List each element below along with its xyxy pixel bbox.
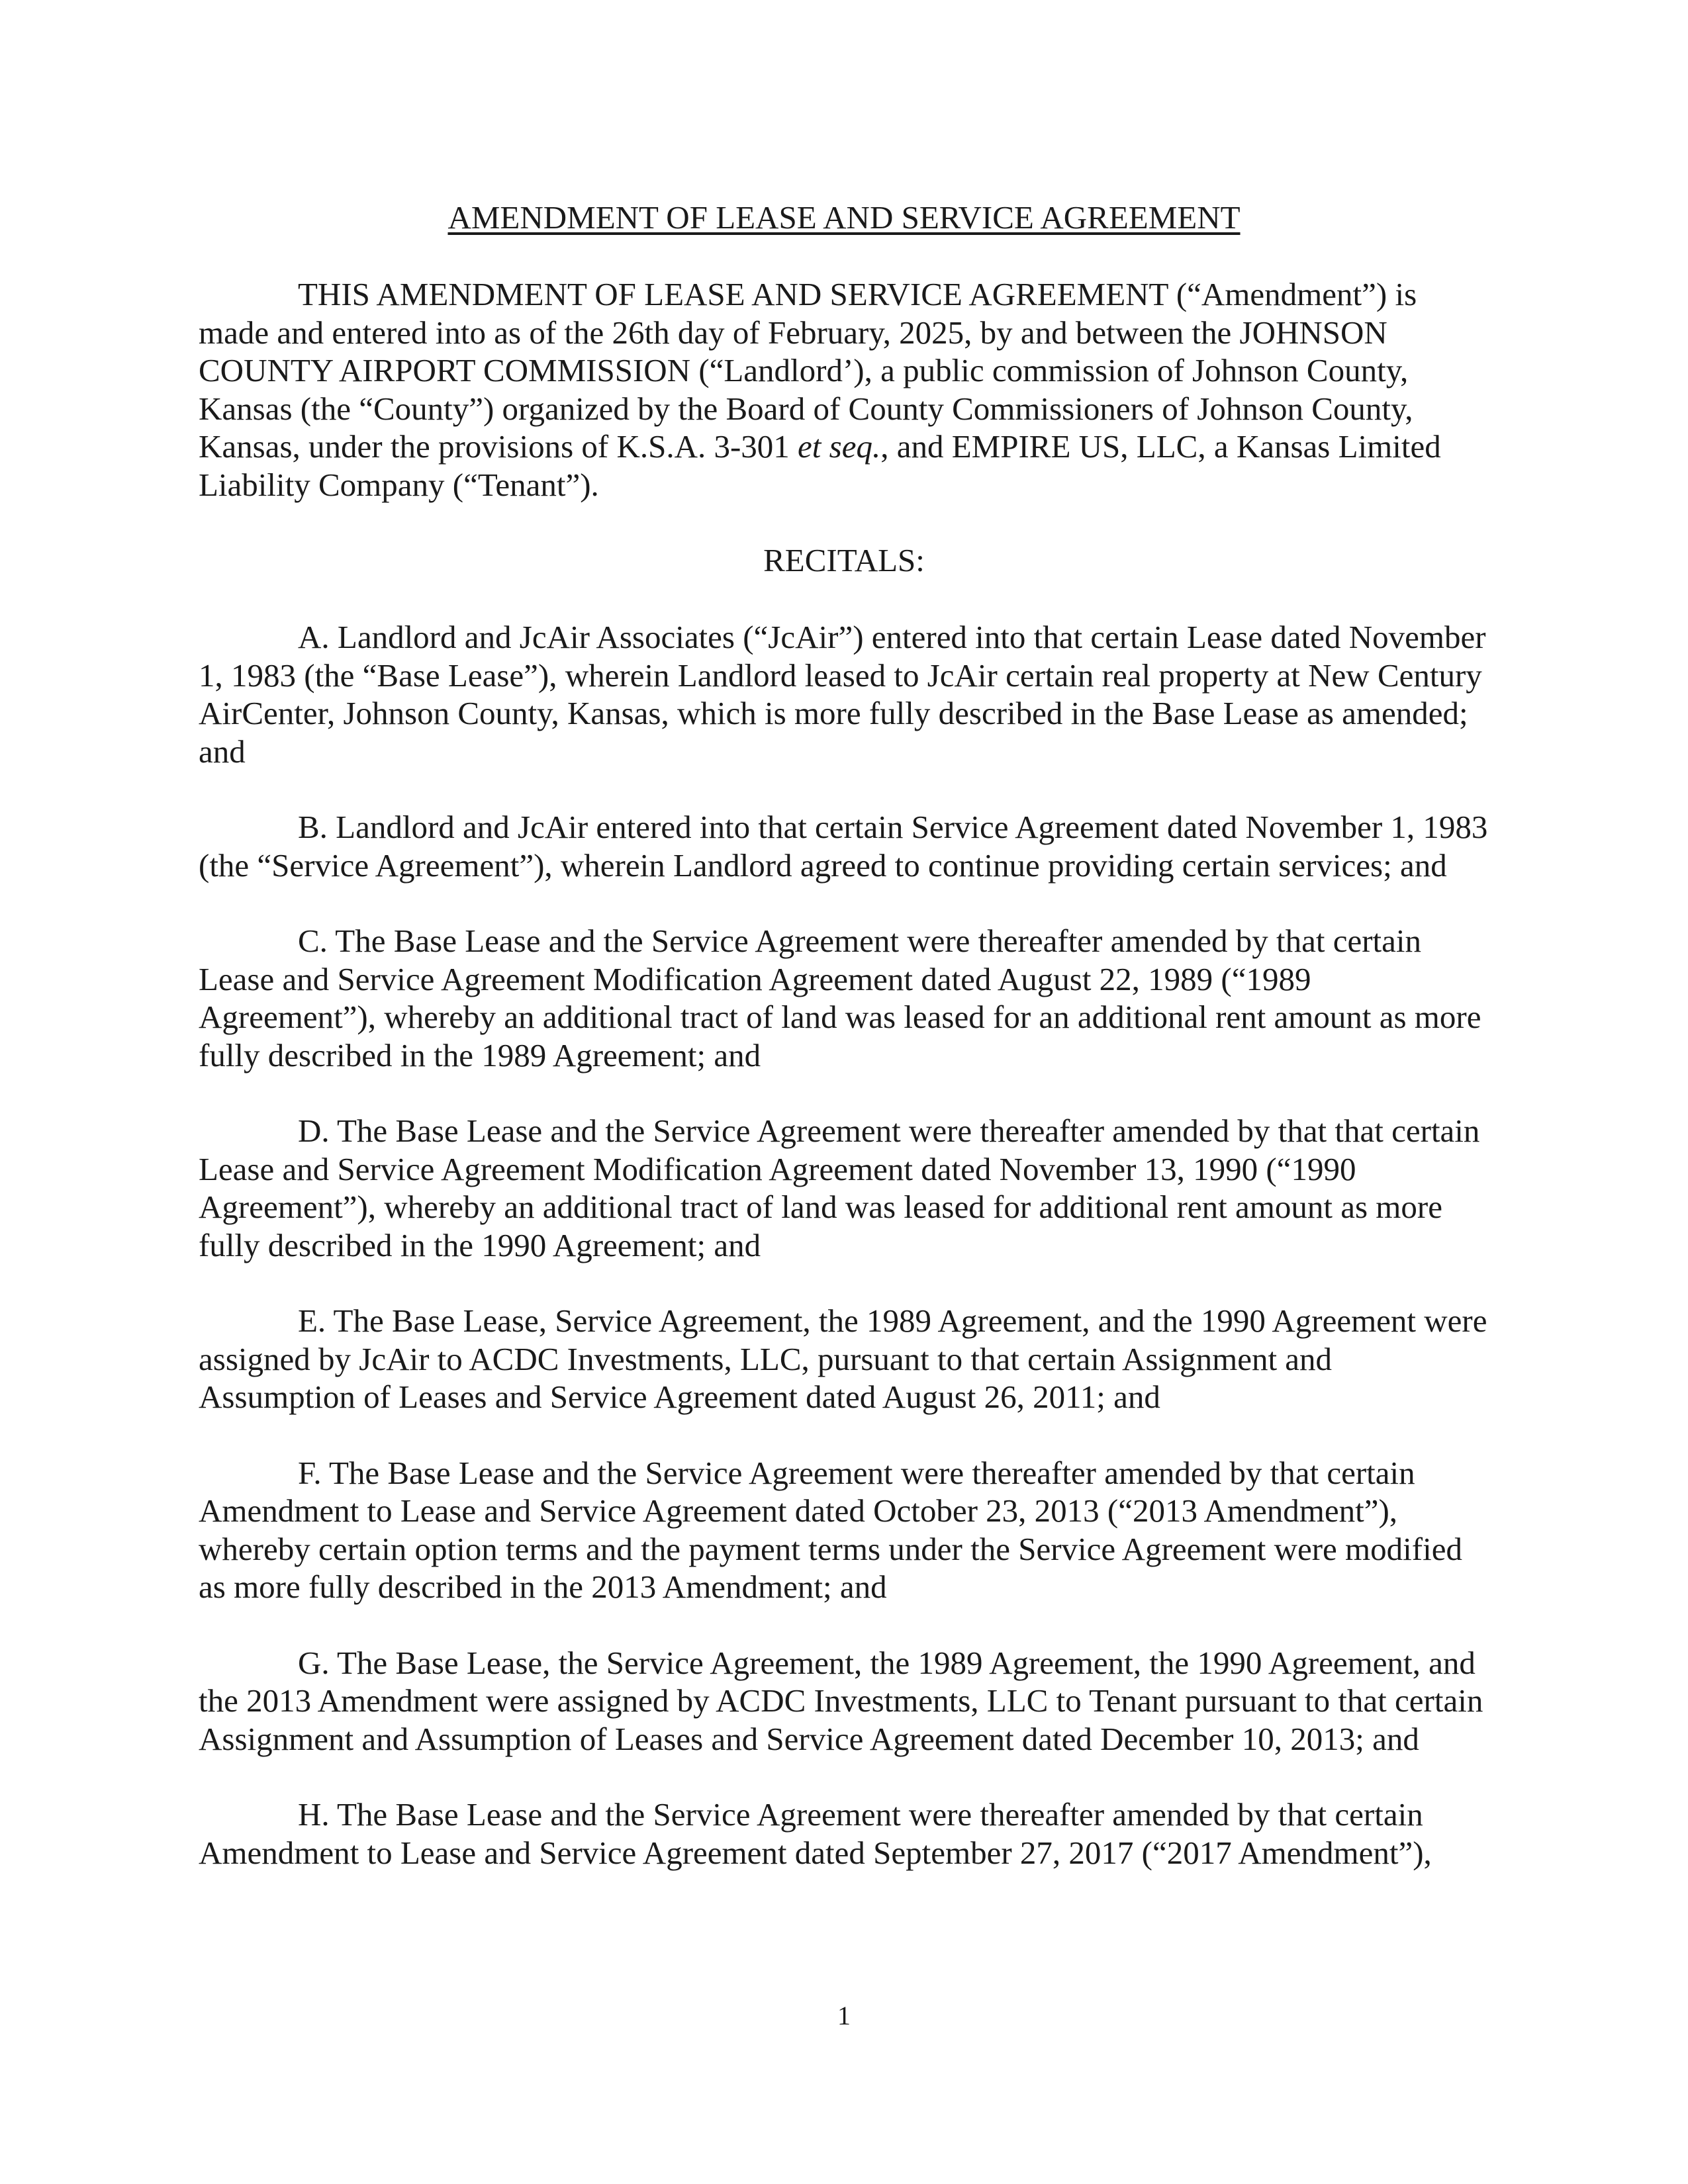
recitals-heading: RECITALS: [763, 542, 925, 578]
recital-h: H. The Base Lease and the Service Agreement were thereafter amended by that certain Amendment to Lease and Service Agreement dated September 27, 2017 (“2017 Amendment”), [199, 1796, 1432, 1871]
document-title: AMENDMENT OF LEASE AND SERVICE AGREEMENT [447, 199, 1241, 236]
recital-e: E. The Base Lease, Service Agreement, the 1989 Agreement, and the 1990 Agreement were assigned by JcAir to ACDC Investments, LLC, pursuant to that certain Assignment and Assumption of Leases and Service Agreement dated August 26, 2011; and [199, 1302, 1487, 1415]
recital-c: C. The Base Lease and the Service Agreement were thereafter amended by that certain Lease and Service Agreement Modification Agreement dated August 22, 1989 (“1989 Agreement”), whereby an additional tract of land was leased for an additional rent amount as more fully described in the 1989 Agreement; and [199, 923, 1481, 1073]
intro-text-part1: THIS AMENDMENT OF LEASE AND SERVICE AGREEMENT (“Amendment”) is made and entered into as of the 26th day of February, 2025, by and between the JOHNSON COUNTY AIRPORT COMMISSION (“Landlord’), a public commission of Johnson County, Kansas (the “County”) organized by the Board of County Commissioners of Johnson County, Kansas, under the provisions of K.S.A. 3-301 [199, 276, 1417, 465]
intro-text-part2: , and EMPIRE US, LLC, a Kansas Limited Liability Company (“Tenant”). [199, 428, 1441, 503]
recital-g: G. The Base Lease, the Service Agreement, the 1989 Agreement, the 1990 Agreement, and the 2013 Amendment were assigned by ACDC Investments, LLC to Tenant pursuant to that certain Assignment and Assumption of Leases and Service Agreement dated December 10, 2013; and [199, 1644, 1483, 1757]
intro-text-italic: et seq. [798, 428, 881, 465]
page-number: 1 [837, 2001, 851, 2030]
recital-a: A. Landlord and JcAir Associates (“JcAir”) entered into that certain Lease dated November 1, 1983 (the “Base Lease”), wherein Landlord leased to JcAir certain real property at New Century AirCenter, Johnson County, Kansas, which is more fully described in the Base Lease as amended; and [199, 619, 1486, 770]
recital-f: F. The Base Lease and the Service Agreement were thereafter amended by that certain Amendment to Lease and Service Agreement dated October 23, 2013 (“2013 Amendment”), whereby certain option terms and the payment terms under the Service Agreement were modified as more fully described in the 2013 Amendment; and [199, 1454, 1462, 1605]
intro-paragraph [199, 275, 1489, 504]
recital-d: D. The Base Lease and the Service Agreement were thereafter amended by that that certain Lease and Service Agreement Modification Agreement dated November 13, 1990 (“1990 Agreement”), whereby an additional tract of land was leased for additional rent amount as more fully described in the 1990 Agreement; and [199, 1113, 1480, 1263]
recital-b: B. Landlord and JcAir entered into that certain Service Agreement dated November 1, 1983 (the “Service Agreement”), wherein Landlord agreed to continue providing certain services; and [199, 809, 1488, 884]
document-page [199, 199, 1489, 1909]
